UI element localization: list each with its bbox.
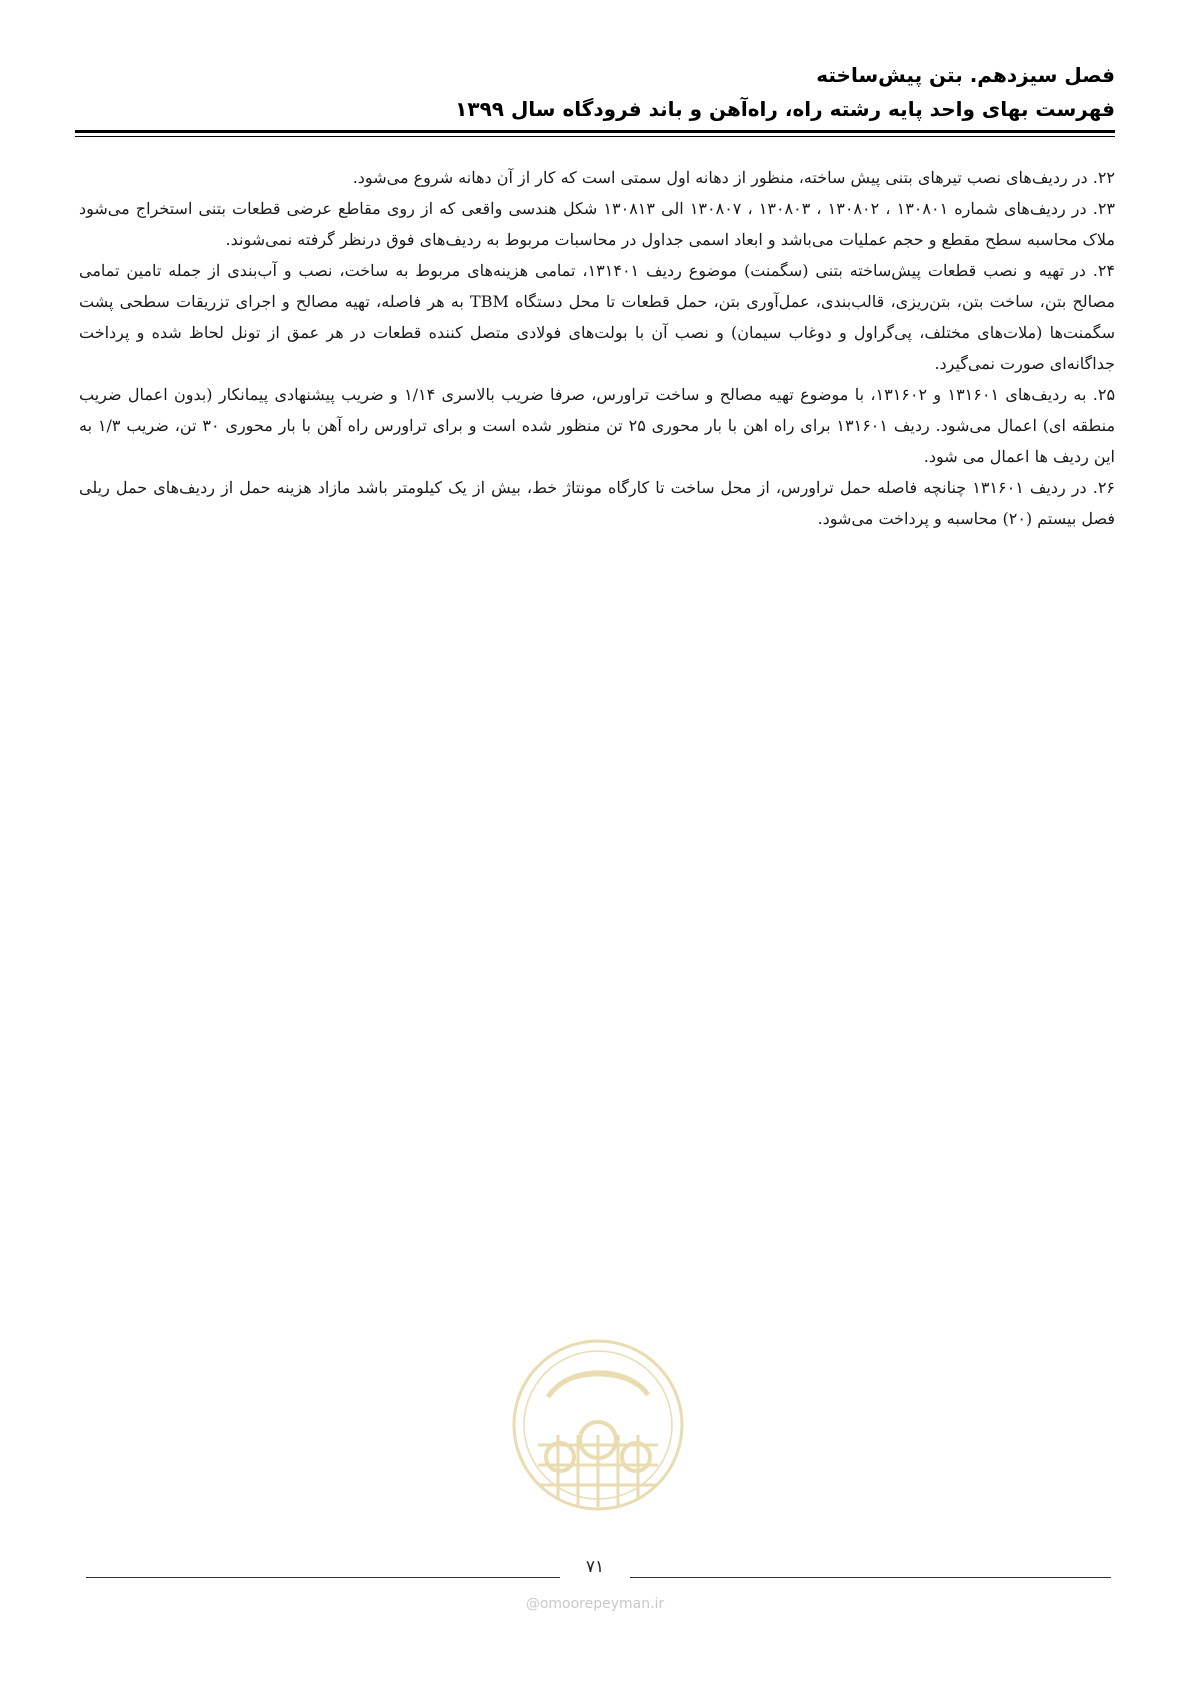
page-header <box>75 58 1115 126</box>
note-25: ۲۵. به ردیف‌های ۱۳۱۶۰۱ و ۱۳۱۶۰۲، با موضوع تهیه مصالح و ساخت تراورس، صرفا ضریب بالاسری ۱/۱۴ و ضریب پیشنهادی پیمانکار (بدون اعمال ضریب منطقه ای) اعمال می‌شود. ردیف ۱۳۱۶۰۱ برای راه اهن با بار محوری ۲۵ تن منظور شده است و برای تراورس راه آهن با بار محوری ۳۰ تن، ضریب ۱/۳ به این ردیف ها اعمال می شود. <box>79 385 1116 466</box>
omoor-peyman-seal-icon <box>508 1335 688 1515</box>
note-22: ۲۲. در ردیف‌های نصب تیرهای بتنی پیش ساخته، منظور از دهانه اول سمتی است که کار از آن دهانه شروع می‌شود. <box>352 168 1115 187</box>
header-rule-thick <box>75 130 1115 133</box>
page-number: ۷۱ <box>560 1556 630 1578</box>
note-26: ۲۶. در ردیف ۱۳۱۶۰۱ چنانچه فاصله حمل تراورس، از محل ساخت تا کارگاه مونتاژ خط، بیش از یک کیلومتر باشد مازاد هزینه حمل از ردیف‌های حمل ریلی فصل بیستم (۲۰) محاسبه و پرداخت می‌شود. <box>79 478 1116 528</box>
chapter-title: فصل سیزدهم. بتن پیش‌ساخته <box>816 63 1115 87</box>
note-23: ۲۳. در ردیف‌های شماره ۱۳۰۸۰۱ ، ۱۳۰۸۰۲ ، ۱۳۰۸۰۳ ، ۱۳۰۸۰۷ الی ۱۳۰۸۱۳ شکل هندسی واقعی که از روی مقاطع عرضی قطعات بتنی استخراج می‌شود ملاک محاسبه سطح مقطع و حجم عملیات می‌باشد و ابعاد اسمی جداول در محاسبات مربوط به ردیف‌های فوق درنظر گرفته نمی‌شوند. <box>79 199 1116 249</box>
price-list-title: فهرست بهای واحد پایه رشته راه، راه‌آهن و باند فرودگاه سال ۱۳۹۹ <box>455 97 1115 121</box>
site-url: @omoorepeyman.ir <box>525 1596 665 1612</box>
note-24: ۲۴. در تهیه و نصب قطعات پیش‌ساخته بتنی (سگمنت) موضوع ردیف ۱۳۱۴۰۱، تمامی هزینه‌های مربوط به ساخت، نصب و آب‌بندی از جمله تامین تمامی مصالح بتن، ساخت بتن، بتن‌ریزی، قالب‌بندی، عمل‌آوری بتن، حمل قطعات تا محل دستگاه TBM به هر فاصله، تهیه مصالح و اجرای تزریقات سطحی پشت سگمنت‌ها (ملات‌های مختلف، پی‌گراول و دوغاب سیمان) و نصب آن با بولت‌های فولادی متصل کننده قطعات در هر عمق از تونل لحاظ شده و پرداخت جداگانه‌ای صورت نمی‌گیرد. <box>79 261 1116 373</box>
notes-body <box>79 162 1115 534</box>
header-rule-thin <box>75 136 1115 137</box>
